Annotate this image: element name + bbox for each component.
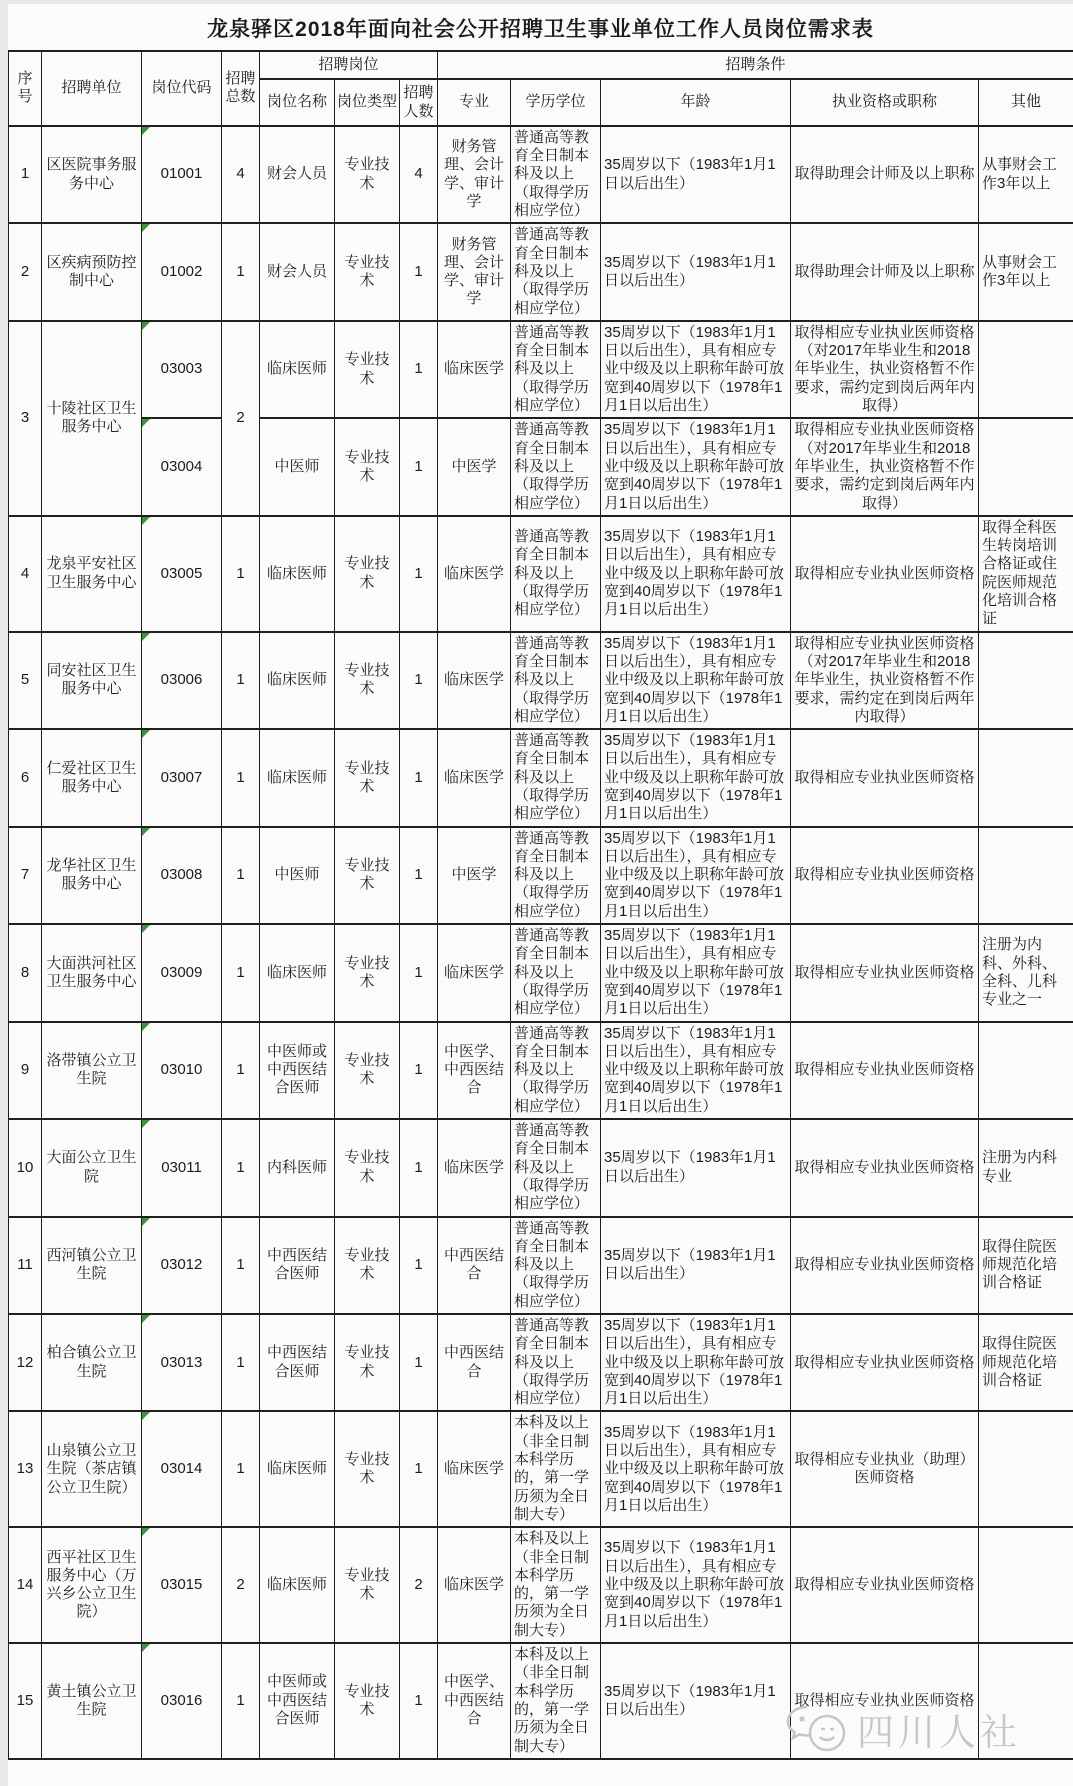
code-cell: 03009	[142, 924, 222, 1021]
post-name-cell: 临床医师	[260, 1527, 335, 1643]
post-type-cell: 专业技术	[335, 632, 400, 729]
unit-cell: 仁爱社区卫生服务中心	[42, 729, 142, 826]
unit-cell: 山泉镇公立卫生院（茶店镇公立卫生院）	[42, 1411, 142, 1527]
age-cell: 35周岁以下（1983年1月1日以后出生），具有相应专业中级及以上职称年龄可放宽到40周岁以下（1978年1月1日以后出生）	[601, 924, 791, 1021]
header-code: 岗位代码	[142, 51, 222, 126]
major-cell: 财务管理、会计学、审计学	[438, 126, 511, 223]
qualification-cell: 取得相应专业执业医师资格	[791, 827, 979, 924]
excel-text-marker-icon	[142, 127, 150, 135]
qualification-cell: 取得相应专业执业医师资格（对2017年毕业生和2018年毕业生，执业资格暂不作要求，需约定到岗后两年内取得）	[791, 321, 979, 418]
post-count-cell: 4	[400, 126, 438, 223]
education-cell: 普通高等教育全日制本科及以上（取得学历相应学位）	[511, 729, 601, 826]
post-type-cell: 专业技术	[335, 418, 400, 515]
post-count-cell: 1	[400, 827, 438, 924]
age-cell: 35周岁以下（1983年1月1日以后出生），具有相应专业中级及以上职称年龄可放宽到40周岁以下（1978年1月1日以后出生）	[601, 516, 791, 632]
age-cell: 35周岁以下（1983年1月1日以后出生），具有相应专业中级及以上职称年龄可放宽到40周岁以下（1978年1月1日以后出生）	[601, 1527, 791, 1643]
age-cell: 35周岁以下（1983年1月1日以后出生），具有相应专业中级及以上职称年龄可放宽到40周岁以下（1978年1月1日以后出生）	[601, 321, 791, 418]
seq-cell: 8	[9, 924, 42, 1021]
post-name-cell: 临床医师	[260, 729, 335, 826]
code-cell: 03004	[142, 418, 222, 515]
post-count-cell: 1	[400, 1119, 438, 1216]
post-count-cell: 2	[400, 1527, 438, 1643]
total-cell: 2	[222, 1527, 260, 1643]
header-other: 其他	[979, 79, 1073, 126]
header-post-group: 招聘岗位	[260, 51, 438, 79]
other-cell	[979, 1022, 1073, 1119]
total-cell: 1	[222, 1411, 260, 1527]
code-cell: 03015	[142, 1527, 222, 1643]
age-cell: 35周岁以下（1983年1月1日以后出生），具有相应专业中级及以上职称年龄可放宽到40周岁以下（1978年1月1日以后出生）	[601, 1314, 791, 1411]
qualification-cell: 取得相应专业执业医师资格	[791, 1643, 979, 1759]
other-cell	[979, 418, 1073, 515]
excel-text-marker-icon	[142, 224, 150, 232]
post-type-cell: 专业技术	[335, 223, 400, 320]
other-cell	[979, 1527, 1073, 1643]
seq-cell: 14	[9, 1527, 42, 1643]
header-education: 学历学位	[511, 79, 601, 126]
post-type-cell: 专业技术	[335, 1022, 400, 1119]
total-cell: 1	[222, 1119, 260, 1216]
table-row	[9, 632, 1073, 729]
seq-cell: 6	[9, 729, 42, 826]
seq-cell: 1	[9, 126, 42, 223]
education-cell: 本科及以上（非全日制本科学历的，第一学历须为全日制大专）	[511, 1411, 601, 1527]
table-row	[9, 1527, 1073, 1643]
excel-text-marker-icon	[142, 1023, 150, 1031]
qualification-cell: 取得相应专业执业医师资格	[791, 516, 979, 632]
post-count-cell: 1	[400, 924, 438, 1021]
excel-text-marker-icon	[142, 1218, 150, 1226]
education-cell: 普通高等教育全日制本科及以上（取得学历相应学位）	[511, 1022, 601, 1119]
qualification-cell: 取得助理会计师及以上职称	[791, 223, 979, 320]
unit-cell: 柏合镇公立卫生院	[42, 1314, 142, 1411]
header-post-type: 岗位类型	[335, 79, 400, 126]
age-cell: 35周岁以下（1983年1月1日以后出生）	[601, 223, 791, 320]
education-cell: 普通高等教育全日制本科及以上（取得学历相应学位）	[511, 1314, 601, 1411]
unit-cell: 龙泉平安社区卫生服务中心	[42, 516, 142, 632]
post-type-cell: 专业技术	[335, 827, 400, 924]
age-cell: 35周岁以下（1983年1月1日以后出生），具有相应专业中级及以上职称年龄可放宽到40周岁以下（1978年1月1日以后出生）	[601, 418, 791, 515]
major-cell: 中医学	[438, 827, 511, 924]
excel-text-marker-icon	[142, 828, 150, 836]
total-cell: 1	[222, 924, 260, 1021]
qualification-cell: 取得相应专业执业医师资格（对2017年毕业生和2018年毕业生，执业资格暂不作要求，需约定在到岗后两年内取得）	[791, 632, 979, 729]
post-name-cell: 中西医结合医师	[260, 1217, 335, 1314]
seq-cell: 4	[9, 516, 42, 632]
qualification-cell: 取得相应专业执业医师资格	[791, 1527, 979, 1643]
other-cell: 取得全科医生转岗培训合格证或住院医师规范化培训合格证	[979, 516, 1073, 632]
excel-text-marker-icon	[142, 1528, 150, 1536]
education-cell: 普通高等教育全日制本科及以上（取得学历相应学位）	[511, 632, 601, 729]
education-cell: 普通高等教育全日制本科及以上（取得学历相应学位）	[511, 1217, 601, 1314]
qualification-cell: 取得助理会计师及以上职称	[791, 126, 979, 223]
other-cell	[979, 1411, 1073, 1527]
post-count-cell: 1	[400, 729, 438, 826]
post-name-cell: 中医师	[260, 827, 335, 924]
qualification-cell: 取得相应专业执业医师资格	[791, 729, 979, 826]
seq-cell: 3	[9, 321, 42, 516]
excel-text-marker-icon	[142, 322, 150, 330]
post-type-cell: 专业技术	[335, 1527, 400, 1643]
unit-cell: 龙华社区卫生服务中心	[42, 827, 142, 924]
major-cell: 财务管理、会计学、审计学	[438, 223, 511, 320]
table-row	[9, 1314, 1073, 1411]
header-seq: 序号	[9, 51, 42, 126]
header-major: 专业	[438, 79, 511, 126]
excel-text-marker-icon	[142, 517, 150, 525]
code-cell: 03007	[142, 729, 222, 826]
other-cell	[979, 827, 1073, 924]
major-cell: 中医学、中西医结合	[438, 1022, 511, 1119]
post-name-cell: 财会人员	[260, 223, 335, 320]
code-cell: 03014	[142, 1411, 222, 1527]
post-name-cell: 中西医结合医师	[260, 1314, 335, 1411]
code-cell: 03011	[142, 1119, 222, 1216]
total-cell: 1	[222, 1314, 260, 1411]
qualification-cell: 取得相应专业执业医师资格	[791, 1119, 979, 1216]
table-row	[9, 1643, 1073, 1759]
other-cell	[979, 632, 1073, 729]
post-count-cell: 1	[400, 321, 438, 418]
seq-cell: 10	[9, 1119, 42, 1216]
education-cell: 普通高等教育全日制本科及以上（取得学历相应学位）	[511, 924, 601, 1021]
other-cell	[979, 321, 1073, 418]
post-name-cell: 中医师或中西医结合医师	[260, 1022, 335, 1119]
qualification-cell: 取得相应专业执业医师资格（对2017年毕业生和2018年毕业生，执业资格暂不作要求，需约定到岗后两年内取得）	[791, 418, 979, 515]
watermark-label: 四川人社	[857, 1702, 1021, 1756]
seq-cell: 2	[9, 223, 42, 320]
major-cell: 中医学	[438, 418, 511, 515]
table-row	[9, 827, 1073, 924]
excel-text-marker-icon	[142, 1315, 150, 1323]
unit-cell: 区医院事务服务中心	[42, 126, 142, 223]
post-type-cell: 专业技术	[335, 1411, 400, 1527]
qualification-cell: 取得相应专业执业医师资格	[791, 1217, 979, 1314]
header-total: 招聘总数	[222, 51, 260, 126]
table-row	[9, 924, 1073, 1021]
education-cell: 本科及以上（非全日制本科学历的，第一学历须为全日制大专）	[511, 1527, 601, 1643]
post-type-cell: 专业技术	[335, 516, 400, 632]
page-title: 龙泉驿区2018年面向社会公开招聘卫生事业单位工作人员岗位需求表	[8, 4, 1073, 50]
other-cell: 注册为内科、外科、全科、儿科专业之一	[979, 924, 1073, 1021]
post-name-cell: 财会人员	[260, 126, 335, 223]
table-row	[9, 729, 1073, 826]
scan-sheet	[8, 4, 1073, 1786]
code-cell: 03016	[142, 1643, 222, 1759]
age-cell: 35周岁以下（1983年1月1日以后出生），具有相应专业中级及以上职称年龄可放宽到40周岁以下（1978年1月1日以后出生）	[601, 1022, 791, 1119]
total-cell: 4	[222, 126, 260, 223]
education-cell: 普通高等教育全日制本科及以上（取得学历相应学位）	[511, 321, 601, 418]
seq-cell: 5	[9, 632, 42, 729]
requirements-table-body	[9, 126, 1073, 1759]
excel-text-marker-icon	[142, 1120, 150, 1128]
education-cell: 普通高等教育全日制本科及以上（取得学历相应学位）	[511, 223, 601, 320]
total-cell: 1	[222, 223, 260, 320]
qualification-cell: 取得相应专业执业医师资格	[791, 1022, 979, 1119]
post-name-cell: 中医师	[260, 418, 335, 515]
post-type-cell: 专业技术	[335, 1314, 400, 1411]
other-cell	[979, 1643, 1073, 1759]
education-cell: 普通高等教育全日制本科及以上（取得学历相应学位）	[511, 516, 601, 632]
post-count-cell: 1	[400, 516, 438, 632]
seq-cell: 12	[9, 1314, 42, 1411]
post-name-cell: 临床医师	[260, 321, 335, 418]
unit-cell: 十陵社区卫生服务中心	[42, 321, 142, 516]
unit-cell: 区疾病预防控制中心	[42, 223, 142, 320]
table-row	[9, 126, 1073, 223]
major-cell: 中西医结合	[438, 1314, 511, 1411]
total-cell: 2	[222, 321, 260, 516]
code-cell: 03013	[142, 1314, 222, 1411]
age-cell: 35周岁以下（1983年1月1日以后出生），具有相应专业中级及以上职称年龄可放宽到40周岁以下（1978年1月1日以后出生）	[601, 632, 791, 729]
major-cell: 临床医学	[438, 516, 511, 632]
post-name-cell: 内科医师	[260, 1119, 335, 1216]
education-cell: 普通高等教育全日制本科及以上（取得学历相应学位）	[511, 827, 601, 924]
post-type-cell: 专业技术	[335, 1217, 400, 1314]
header-cond-group: 招聘条件	[438, 51, 1073, 79]
table-row	[9, 1119, 1073, 1216]
excel-text-marker-icon	[142, 1644, 150, 1652]
age-cell: 35周岁以下（1983年1月1日以后出生）	[601, 126, 791, 223]
header-qualification: 执业资格或职称	[791, 79, 979, 126]
major-cell: 临床医学	[438, 729, 511, 826]
table-row	[9, 1411, 1073, 1527]
post-count-cell: 1	[400, 1217, 438, 1314]
table-row	[9, 1217, 1073, 1314]
post-count-cell: 1	[400, 632, 438, 729]
post-count-cell: 1	[400, 1643, 438, 1759]
total-cell: 1	[222, 1643, 260, 1759]
table-row	[9, 418, 1073, 515]
table-header	[9, 51, 1073, 126]
seq-cell: 9	[9, 1022, 42, 1119]
excel-text-marker-icon	[142, 925, 150, 933]
unit-cell: 洛带镇公立卫生院	[42, 1022, 142, 1119]
post-type-cell: 专业技术	[335, 321, 400, 418]
post-type-cell: 专业技术	[335, 924, 400, 1021]
major-cell: 临床医学	[438, 1119, 511, 1216]
age-cell: 35周岁以下（1983年1月1日以后出生）	[601, 1643, 791, 1759]
code-cell: 03010	[142, 1022, 222, 1119]
unit-cell: 西平社区卫生服务中心（万兴乡公立卫生院）	[42, 1527, 142, 1643]
age-cell: 35周岁以下（1983年1月1日以后出生），具有相应专业中级及以上职称年龄可放宽到40周岁以下（1978年1月1日以后出生）	[601, 1411, 791, 1527]
total-cell: 1	[222, 516, 260, 632]
education-cell: 普通高等教育全日制本科及以上（取得学历相应学位）	[511, 1119, 601, 1216]
header-post-name: 岗位名称	[260, 79, 335, 126]
code-cell: 01001	[142, 126, 222, 223]
excel-text-marker-icon	[142, 419, 150, 427]
code-cell: 03012	[142, 1217, 222, 1314]
qualification-cell: 取得相应专业执业（助理）医师资格	[791, 1411, 979, 1527]
post-count-cell: 1	[400, 1022, 438, 1119]
other-cell: 取得住院医师规范化培训合格证	[979, 1314, 1073, 1411]
education-cell: 普通高等教育全日制本科及以上（取得学历相应学位）	[511, 418, 601, 515]
age-cell: 35周岁以下（1983年1月1日以后出生）	[601, 1119, 791, 1216]
total-cell: 1	[222, 1217, 260, 1314]
age-cell: 35周岁以下（1983年1月1日以后出生），具有相应专业中级及以上职称年龄可放宽到40周岁以下（1978年1月1日以后出生）	[601, 729, 791, 826]
other-cell: 取得住院医师规范化培训合格证	[979, 1217, 1073, 1314]
header-age: 年龄	[601, 79, 791, 126]
code-cell: 01002	[142, 223, 222, 320]
major-cell: 临床医学	[438, 321, 511, 418]
post-type-cell: 专业技术	[335, 1119, 400, 1216]
total-cell: 1	[222, 729, 260, 826]
major-cell: 临床医学	[438, 924, 511, 1021]
unit-cell: 大面公立卫生院	[42, 1119, 142, 1216]
code-cell: 03006	[142, 632, 222, 729]
excel-text-marker-icon	[142, 633, 150, 641]
post-name-cell: 临床医师	[260, 1411, 335, 1527]
major-cell: 中医学、中西医结合	[438, 1643, 511, 1759]
major-cell: 临床医学	[438, 1527, 511, 1643]
post-name-cell: 中医师或中西医结合医师	[260, 1643, 335, 1759]
post-type-cell: 专业技术	[335, 126, 400, 223]
post-count-cell: 1	[400, 223, 438, 320]
qualification-cell: 取得相应专业执业医师资格	[791, 1314, 979, 1411]
header-row-groups	[9, 51, 1073, 79]
unit-cell: 西河镇公立卫生院	[42, 1217, 142, 1314]
unit-cell: 黄土镇公立卫生院	[42, 1643, 142, 1759]
total-cell: 1	[222, 632, 260, 729]
age-cell: 35周岁以下（1983年1月1日以后出生），具有相应专业中级及以上职称年龄可放宽到40周岁以下（1978年1月1日以后出生）	[601, 827, 791, 924]
table-row	[9, 223, 1073, 320]
header-post-count: 招聘人数	[400, 79, 438, 126]
major-cell: 临床医学	[438, 1411, 511, 1527]
total-cell: 1	[222, 827, 260, 924]
post-count-cell: 1	[400, 1314, 438, 1411]
seq-cell: 11	[9, 1217, 42, 1314]
seq-cell: 13	[9, 1411, 42, 1527]
post-name-cell: 临床医师	[260, 924, 335, 1021]
other-cell: 从事财会工作3年以上	[979, 223, 1073, 320]
other-cell: 注册为内科专业	[979, 1119, 1073, 1216]
table-row	[9, 516, 1073, 632]
total-cell: 1	[222, 1022, 260, 1119]
post-type-cell: 专业技术	[335, 1643, 400, 1759]
table-row	[9, 1022, 1073, 1119]
major-cell: 临床医学	[438, 632, 511, 729]
unit-cell: 大面洪河社区卫生服务中心	[42, 924, 142, 1021]
unit-cell: 同安社区卫生服务中心	[42, 632, 142, 729]
post-count-cell: 1	[400, 418, 438, 515]
education-cell: 本科及以上（非全日制本科学历的，第一学历须为全日制大专）	[511, 1643, 601, 1759]
post-name-cell: 临床医师	[260, 632, 335, 729]
post-count-cell: 1	[400, 1411, 438, 1527]
header-unit: 招聘单位	[42, 51, 142, 126]
other-cell	[979, 729, 1073, 826]
education-cell: 普通高等教育全日制本科及以上（取得学历相应学位）	[511, 126, 601, 223]
qualification-cell: 取得相应专业执业医师资格	[791, 924, 979, 1021]
recruitment-table	[8, 50, 1073, 1760]
other-cell: 从事财会工作3年以上	[979, 126, 1073, 223]
excel-text-marker-icon	[142, 730, 150, 738]
major-cell: 中西医结合	[438, 1217, 511, 1314]
code-cell: 03003	[142, 321, 222, 418]
seq-cell: 7	[9, 827, 42, 924]
post-type-cell: 专业技术	[335, 729, 400, 826]
code-cell: 03005	[142, 516, 222, 632]
excel-text-marker-icon	[142, 1412, 150, 1420]
age-cell: 35周岁以下（1983年1月1日以后出生）	[601, 1217, 791, 1314]
post-name-cell: 临床医师	[260, 516, 335, 632]
table-row	[9, 321, 1073, 418]
code-cell: 03008	[142, 827, 222, 924]
seq-cell: 15	[9, 1643, 42, 1759]
